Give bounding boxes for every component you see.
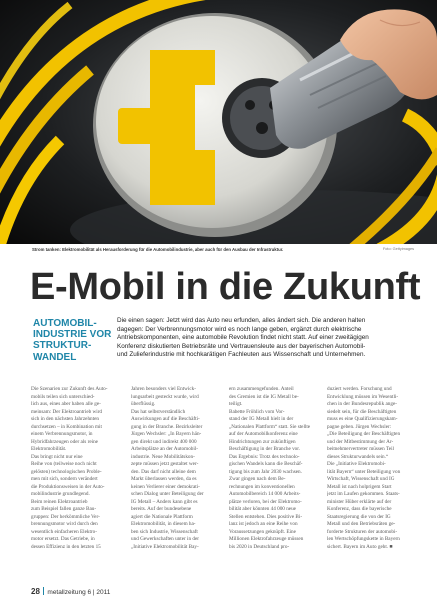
body-column-2: [131, 386, 226, 551]
body-text-line: Arbeitsplätze an der Automobil-: [131, 446, 198, 452]
body-text-line: zepte müssen jetzt gestaltet wer-: [131, 461, 199, 467]
body-text-line: ern zusammengefunden. Anteil: [229, 386, 294, 392]
body-text-line: siedelt sein, für die Beschäftigten: [327, 408, 397, 415]
body-text-line: Millionen Elektrofahrzeuge müssen: [229, 536, 304, 542]
kicker-line: AUTOMOBIL-: [33, 318, 97, 329]
body-text-line: Jahren besonders viel Entwick-: [131, 386, 196, 392]
lead-line: Konferenz diskutierten Betriebsräte und Vertrauensleute aus der bayerischen Automobil-: [117, 342, 366, 350]
body-text-line: Elektromobilität.: [31, 446, 67, 452]
body-text-line: Beschäftigung in der Branche vor.: [229, 446, 301, 452]
body-text-line: lich aus, eines aber haben alle ge-: [31, 401, 101, 407]
body-text-line: auf der Automobilkonferenz eine: [229, 431, 298, 437]
body-text-line: rechnungen im konventionellen: [229, 483, 295, 490]
body-text-line: Reihe von (teilweise noch nicht: [31, 461, 97, 467]
body-text-line: Konferenz, dass die bayerische: [327, 506, 392, 512]
body-text-line: gelösten) technologischen Proble-: [31, 468, 102, 475]
body-text-line: len Wertschöpfungskette in Bayern: [327, 536, 400, 542]
body-text-line: jetzt im Laufen gekommen. Staats-: [327, 491, 400, 497]
body-text-line: Voraussetzungen geknüpft. Eine: [229, 528, 296, 535]
body-text-line: brennungsmotor wird durch den: [31, 521, 98, 527]
body-text-line: schen Dialog unter Beteiligung der: [131, 491, 204, 497]
body-text-line: pagne geben. Jürgen Wechsler:: [327, 423, 392, 430]
body-text-line: und der Mitbestimmung der Ar-: [327, 438, 394, 445]
body-text-line: überflüssig.: [131, 401, 156, 407]
body-text-line: mobilindustrie grundlegend.: [31, 491, 90, 497]
body-text-line: Stellen entstehen. Dies positive Bi-: [229, 513, 303, 520]
body-text-line: des Gremien ist die IG Metall be-: [229, 393, 299, 400]
body-text-line: Markt überlassen werden, da es: [131, 476, 197, 482]
hero-photo: [0, 0, 437, 244]
body-text-line: „Initiative Elektromobilität Bay-: [131, 543, 199, 550]
body-text-line: „Nationalen Plattform“ statt. Sie stellte: [229, 423, 311, 430]
magazine-name: metallzeitung 6 | 2011: [47, 589, 111, 596]
body-text-line: die Produktionsweisen in der Auto-: [31, 483, 105, 490]
body-text-line: teiligt.: [229, 401, 243, 407]
article-headline: E-Mobil in die Zukunft: [30, 266, 421, 308]
body-text-line: „Die Beteiligung der Beschäftigten: [327, 431, 401, 437]
body-column-1: [31, 386, 126, 551]
body-text-line: agiert die Nationale Plattform: [131, 513, 193, 520]
body-text-line: Das hat selbstverständlich: [131, 408, 186, 415]
body-text-line: lität Bayern“ unter Beteiligung von: [327, 468, 401, 475]
page-footer: [31, 587, 110, 596]
body-text-line: beitnehmervertreter müssen Teil: [327, 446, 394, 452]
body-text-line: und Gewerkschaften unter in der: [131, 536, 199, 542]
body-text-line: Auswirkungen auf die Beschäfti-: [131, 416, 200, 422]
lead-line: und Zulieferindustrie mit hochkarätigen Fachleuten aus Wissenschaft und Unternehmen.: [117, 351, 366, 358]
body-text-line: tigung bis zum Jahr 2030 wachsen.: [229, 468, 302, 475]
body-text-line: gung in der Branche. Bezirksleiter: [131, 423, 203, 430]
body-text-line: forderte Strukturen der automobi-: [327, 528, 398, 535]
lead-line: Die einen sagen: Jetzt wird das Auto neu erfunden, alles ändert sich. Die anderen halten: [117, 317, 366, 324]
body-text-line: Babette Fröhlich vom Vor-: [229, 408, 285, 415]
body-text-line: Die „Initiative Elektromobi-: [327, 461, 386, 467]
lead-line: dagegen: Der Verbrennungsmotor wird es noch lange geben, ergänzt durch elektrische: [117, 325, 362, 333]
body-text-line: Beim reinen Elektroantrieb: [31, 498, 88, 505]
body-text-line: Entwicklung müssen im Wesentli-: [327, 393, 399, 400]
body-text-line: lanz ist jedoch an eine Reihe von: [229, 521, 298, 527]
body-text-line: Elektromobilität, in diesem ha-: [131, 521, 196, 527]
kicker-line: INDUSTRIE VOR: [33, 329, 112, 341]
body-text-line: Zwar gingen nach dem Be-: [229, 476, 286, 482]
article-lead: [117, 317, 417, 360]
article-kicker: [33, 318, 115, 363]
body-text-line: Wirtschaft, Wissenschaft und IG: [327, 476, 395, 482]
body-text-line: sichert. Bayern im Auto geht. ■: [327, 543, 393, 550]
body-text-line: Das bringt nicht nur eine: [31, 453, 83, 460]
body-text-line: stand der IG Metall hielt in der: [229, 416, 294, 422]
body-text-line: Das Ergebnis: Trotz des technolo-: [229, 453, 300, 460]
body-text-line: meinsam: Der Elektroantrieb wird: [31, 408, 103, 415]
kicker-line: WANDEL: [33, 351, 77, 363]
body-text-line: gen direkt und indirekt 400 000: [131, 438, 197, 445]
body-column-4: [327, 386, 422, 551]
body-text-line: dieses Strukturwandels sein.“: [327, 453, 389, 460]
body-text-line: gischen Wandels kann die Beschäf-: [229, 461, 303, 467]
body-text-line: duziert werden. Forschung und: [327, 386, 392, 392]
body-text-line: wesentlich einfacheren Elektro-: [31, 528, 97, 535]
body-text-line: minister Hüber erklärte auf der: [327, 498, 392, 505]
page-number: 28: [31, 587, 40, 596]
body-text-line: zum Beispiel fallen ganze Bau-: [31, 506, 97, 512]
body-text-line: bis 2020 in Deutschland pro-: [229, 543, 290, 550]
body-text-line: den. Das darf nicht alleine dem: [131, 468, 196, 475]
body-text-line: Die Szenarien zur Zukunft des Auto-: [31, 386, 108, 392]
body-text-line: durchsetzen – in Kombination mit: [31, 423, 102, 430]
body-text-line: Metall ist nach holprigem Start: [327, 483, 392, 490]
body-text-line: IG Metall – Anders kann gibt es: [131, 498, 198, 505]
body-text-line: Hindrichtungen zur zukünftigen: [229, 438, 296, 445]
body-text-line: einem Verbrennungsmotor, in: [31, 431, 93, 437]
body-text-line: ben sich Industrie, Wissenschaft: [131, 528, 198, 535]
body-text-line: keinen Verlierer einer demokrati-: [131, 483, 200, 490]
body-text-line: men mit sich, sondern verändert: [31, 476, 98, 482]
body-text-line: dessen Effizienz in den letzten 15: [31, 543, 101, 550]
kicker-line: STRUKTUR-: [33, 340, 92, 352]
body-text-line: lungsarbeit gesteckt wurde, wird: [131, 393, 199, 400]
photo-caption: Strom tanken: Elektromobilität als Herausforderung für die Automobilindustrie, aber auch für den Ausbau der Infrastruktur.: [32, 247, 284, 252]
body-text-line: bereits. Auf der bundesebene: [131, 506, 192, 512]
body-text-line: plätze verloren, bei der Elektromo-: [229, 498, 302, 505]
body-text-line: Metall und den Betriebsräten ge-: [327, 521, 396, 527]
body-text-line: motor ersetzt. Das Getriebe, in: [31, 536, 95, 542]
body-text-line: Automobilbereich 14 000 Arbeits-: [229, 491, 301, 497]
footer-divider: [43, 587, 45, 595]
body-text-line: gruppen: Der herkömmliche Ver-: [31, 513, 100, 520]
body-text-line: industrie. Neue Mobilitätskon-: [131, 453, 195, 460]
body-text-line: sich in den nächsten Jahrzehnten: [31, 416, 99, 422]
photo-credit: Foto: Gettyimages: [382, 247, 414, 251]
lead-line: Antriebskomponenten, eine automobile Revolution findet nicht statt. Auf einer zweitägigen: [117, 334, 369, 341]
charging-plug-illustration: [0, 0, 437, 244]
body-text-line: muss es eine Qualifizierungskam-: [327, 416, 398, 422]
body-text-line: Staatsregierung die von der IG: [327, 513, 391, 520]
body-text-line: bilität aber könnten 44 000 neue: [229, 506, 296, 512]
body-text-line: mobils teilen sich unterschied-: [31, 393, 95, 400]
body-text-line: Jürgen Wechsler: „In Bayern hän-: [131, 431, 202, 437]
body-text-line: chen in der Bundesrepublik ange-: [327, 401, 398, 407]
body-column-3: [229, 386, 324, 551]
body-text-line: Hybridfahrzeugen oder als reine: [31, 438, 98, 445]
